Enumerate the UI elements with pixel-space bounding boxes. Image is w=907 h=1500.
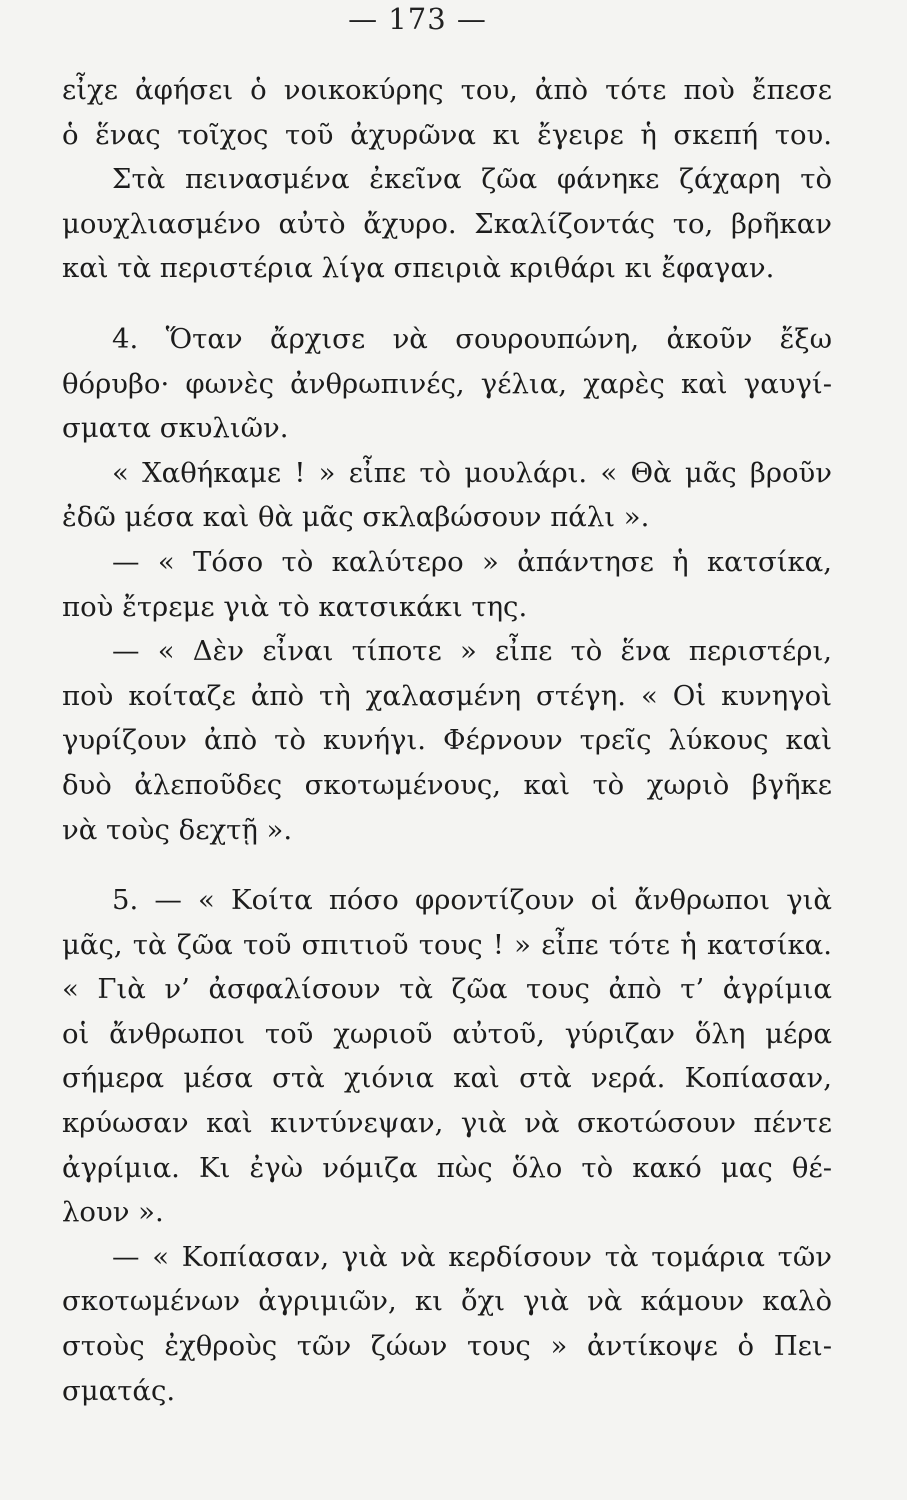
text-line: λουν ». <box>62 1196 164 1229</box>
paragraph <box>62 68 832 291</box>
page-number: — 173 — <box>348 2 487 36</box>
text-line: καὶ τὰ περιστέρια λίγα σπειριὰ κριθάρι κι ἔφαγαν. <box>62 252 775 285</box>
text-line: μᾶς, τὰ ζῶα τοῦ σπιτιοῦ τους ! » εἶπε τότε ἡ κατσίκα. <box>62 928 832 961</box>
text-line: μουχλιασμένο αὐτὸ ἄχυρο. Σκαλίζοντάς το, βρῆκαν <box>62 207 832 240</box>
text-line: ποὺ ἔτρεμε γιὰ τὸ κατσικάκι της. <box>62 590 528 623</box>
text-line: σκοτωμένων ἀγριμιῶν, κι ὄχι γιὰ νὰ κάμουν καλὸ <box>62 1285 832 1318</box>
text-line: οἱ ἄνθρωποι τοῦ χωριοῦ αὐτοῦ, γύριζαν ὅλη μέρα <box>62 1017 832 1050</box>
paragraph <box>62 317 832 852</box>
text-line: ἀγρίμια. Κι ἐγὼ νόμιζα πὼς ὅλο τὸ κακό μας θέ- <box>62 1151 832 1184</box>
text-line: σματάς. <box>62 1374 176 1407</box>
text-line: 4. Ὅταν ἄρχισε νὰ σουρουπώνη, ἀκοῦν ἔξω <box>112 322 832 355</box>
text-line: ἐδῶ μέσα καὶ θὰ μᾶς σκλαβώσουν πάλι ». <box>62 501 650 534</box>
text-line: — « Δὲν εἶναι τίποτε » εἶπε τὸ ἕνα περιστέρι, <box>112 635 832 668</box>
text-line: ὁ ἕνας τοῖχος τοῦ ἀχυρῶνα κι ἔγειρε ἡ σκεπή του. <box>62 118 832 151</box>
text-line: 5. — « Κοίτα πόσο φροντίζουν οἱ ἄνθρωποι γιὰ <box>112 884 832 917</box>
text-line: « Χαθήκαμε ! » εἶπε τὸ μουλάρι. « Θὰ μᾶς βροῦν <box>112 456 832 489</box>
text-line: κρύωσαν καὶ κιντύνεψαν, γιὰ νὰ σκοτώσουν πέντε <box>62 1107 832 1140</box>
text-line: νὰ τοὺς δεχτῇ ». <box>62 813 293 846</box>
text-line: εἶχε ἀφήσει ὁ νοικοκύρης του, ἀπὸ τότε ποὺ ἔπεσε <box>62 74 832 106</box>
body-text <box>62 68 832 1413</box>
text-line: « Γιὰ ν’ ἀσφαλίσουν τὰ ζῶα τους ἀπὸ τ’ ἀγρίμια <box>62 973 832 1006</box>
text-line: Στὰ πεινασμένα ἐκεῖνα ζῶα φάνηκε ζάχαρη τὸ <box>112 163 832 196</box>
text-line: σήμερα μέσα στὰ χιόνια καὶ στὰ νερά. Κοπίασαν, <box>62 1062 832 1095</box>
text-line: γυρίζουν ἀπὸ τὸ κυνήγι. Φέρνουν τρεῖς λύκους καὶ <box>62 724 832 757</box>
paragraph <box>62 878 832 1413</box>
text-line: θόρυβο· φωνὲς ἀνθρωπινές, γέλια, χαρὲς καὶ γαυγί- <box>62 367 832 400</box>
text-line: — « Κοπίασαν, γιὰ νὰ κερδίσουν τὰ τομάρια τῶν <box>112 1240 832 1273</box>
text-line: σματα σκυλιῶν. <box>62 412 289 445</box>
text-line: στοὺς ἐχθροὺς τῶν ζώων τους » ἀντίκοψε ὁ Πει- <box>62 1330 832 1363</box>
text-line: ποὺ κοίταζε ἀπὸ τὴ χαλασμένη στέγη. « Οἱ κυνηγοὶ <box>62 679 832 712</box>
text-line: δυὸ ἀλεποῦδες σκοτωμένους, καὶ τὸ χωριὸ βγῆκε <box>62 768 832 801</box>
text-line: — « Τόσο τὸ καλύτερο » ἀπάντησε ἡ κατσίκα, <box>112 545 832 578</box>
